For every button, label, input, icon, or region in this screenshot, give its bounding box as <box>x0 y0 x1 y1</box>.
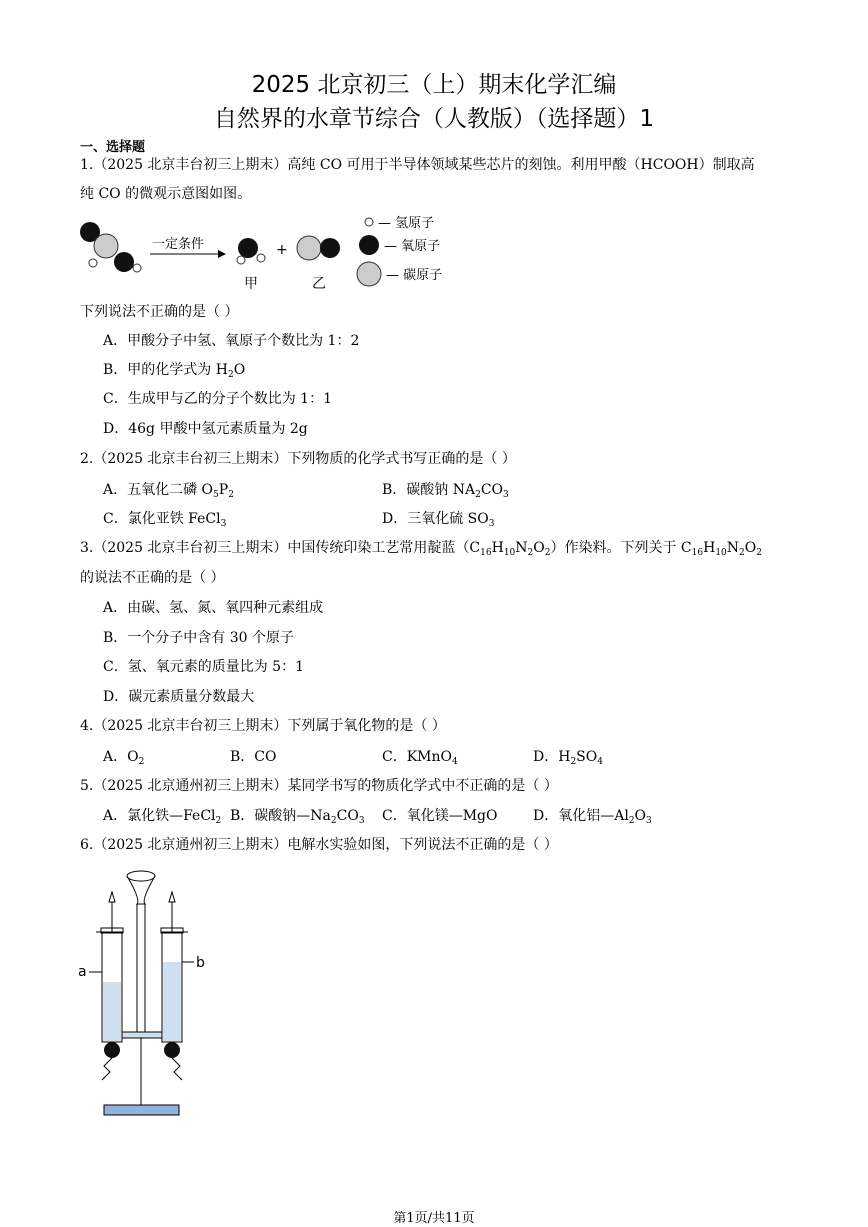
q5-option-a: A．氯化铁—FeCl$_2$ <box>103 808 222 826</box>
page-title: 2025 北京初三（上）期末化学汇编 <box>251 72 617 98</box>
q4-option-a: A．$O_2$ <box>103 749 145 767</box>
legend-carbon: — 碳原子 <box>386 268 443 283</box>
page-subtitle: 自然界的水章节综合（人教版）（选择题）1 <box>213 106 655 132</box>
q2-option-d: D．三氧化硫 $SO_3$ <box>382 511 495 529</box>
label-yi: 乙 <box>312 276 326 292</box>
q2-option-c: C．氯化亚铁 FeCl$_3$ <box>103 511 227 529</box>
q6-stem: 6.（2025 北京通州初三上期末）电解水实验如图，下列说法不正确的是（ ） <box>80 837 558 853</box>
q1-stem-line1: 1.（2025 北京丰台初三上期末）高纯 CO 可用于半导体领域某些芯片的刻蚀。利用甲酸（HCOOH）制取高 <box>80 157 755 173</box>
label-b: b <box>196 955 205 971</box>
q3-option-d: D．碳元素质量分数最大 <box>103 689 255 705</box>
q5-option-d: D．氧化铝$—Al_2O_3$ <box>533 808 652 826</box>
q2-option-b: B．碳酸钠 $NA_2CO_3$ <box>382 482 509 500</box>
q3-option-b: B．一个分子中含有 30 个原子 <box>103 630 295 646</box>
q5-option-b: B．碳酸钠$—Na_2CO_3$ <box>230 808 365 826</box>
q1-option-d: D．46g 甲酸中氢元素质量为 2g <box>103 421 308 437</box>
q4-option-b: B．CO <box>230 749 277 765</box>
legend-oxygen: — 氧原子 <box>384 239 441 254</box>
q3-stem-line1: 3.（2025 北京丰台初三上期末）中国传统印染工艺常用靛蓝$(C_{16}H_{10}N_2O_2)$作染料。下列关于 $C_{16}H_{10}N_2O_2$ <box>80 540 762 558</box>
label-jia: 甲 <box>244 276 258 292</box>
q1-stem-line2: 纯 CO 的微观示意图如图。 <box>80 186 252 202</box>
page-footer: 第1页/共11页 <box>393 1211 475 1226</box>
q1-question: 下列说法不正确的是（ ） <box>80 304 239 320</box>
q2-option-a: A．五氧化二磷 $O_5P_2$ <box>103 482 234 500</box>
q4-stem: 4.（2025 北京丰台初三上期末）下列属于氧化物的是（ ） <box>80 718 446 734</box>
q1-option-b: B．甲的化学式为 $H_2O$ <box>103 362 246 380</box>
electrolysis-apparatus-diagram <box>74 862 224 1122</box>
q2-stem: 2.（2025 北京丰台初三上期末）下列物质的化学式书写正确的是（ ） <box>80 451 516 467</box>
q4-option-c: C．KMnO$_4$ <box>382 749 458 767</box>
condition-label: 一定条件 <box>152 237 205 252</box>
q1-reaction-diagram <box>76 208 456 298</box>
legend-hydrogen: — 氢原子 <box>378 216 435 231</box>
q1-option-a: A．甲酸分子中氢、氧原子个数比为 1：2 <box>103 333 360 349</box>
label-a: a <box>78 964 87 980</box>
section-heading: 一、选择题 <box>80 140 146 155</box>
q5-option-c: C．氧化镁—MgO <box>382 808 498 824</box>
plus-sign: + <box>276 242 288 258</box>
q3-option-a: A．由碳、氢、氮、氧四种元素组成 <box>103 600 324 616</box>
q4-option-d: D．$H_2SO_4$ <box>533 749 603 767</box>
q5-stem: 5.（2025 北京通州初三上期末）某同学书写的物质化学式中不正确的是（ ） <box>80 778 558 794</box>
q3-option-c: C．氢、氧元素的质量比为 5：1 <box>103 659 304 675</box>
q1-option-c: C．生成甲与乙的分子个数比为 1：1 <box>103 391 332 407</box>
q3-stem-line2: 的说法不正确的是（ ） <box>80 570 225 586</box>
